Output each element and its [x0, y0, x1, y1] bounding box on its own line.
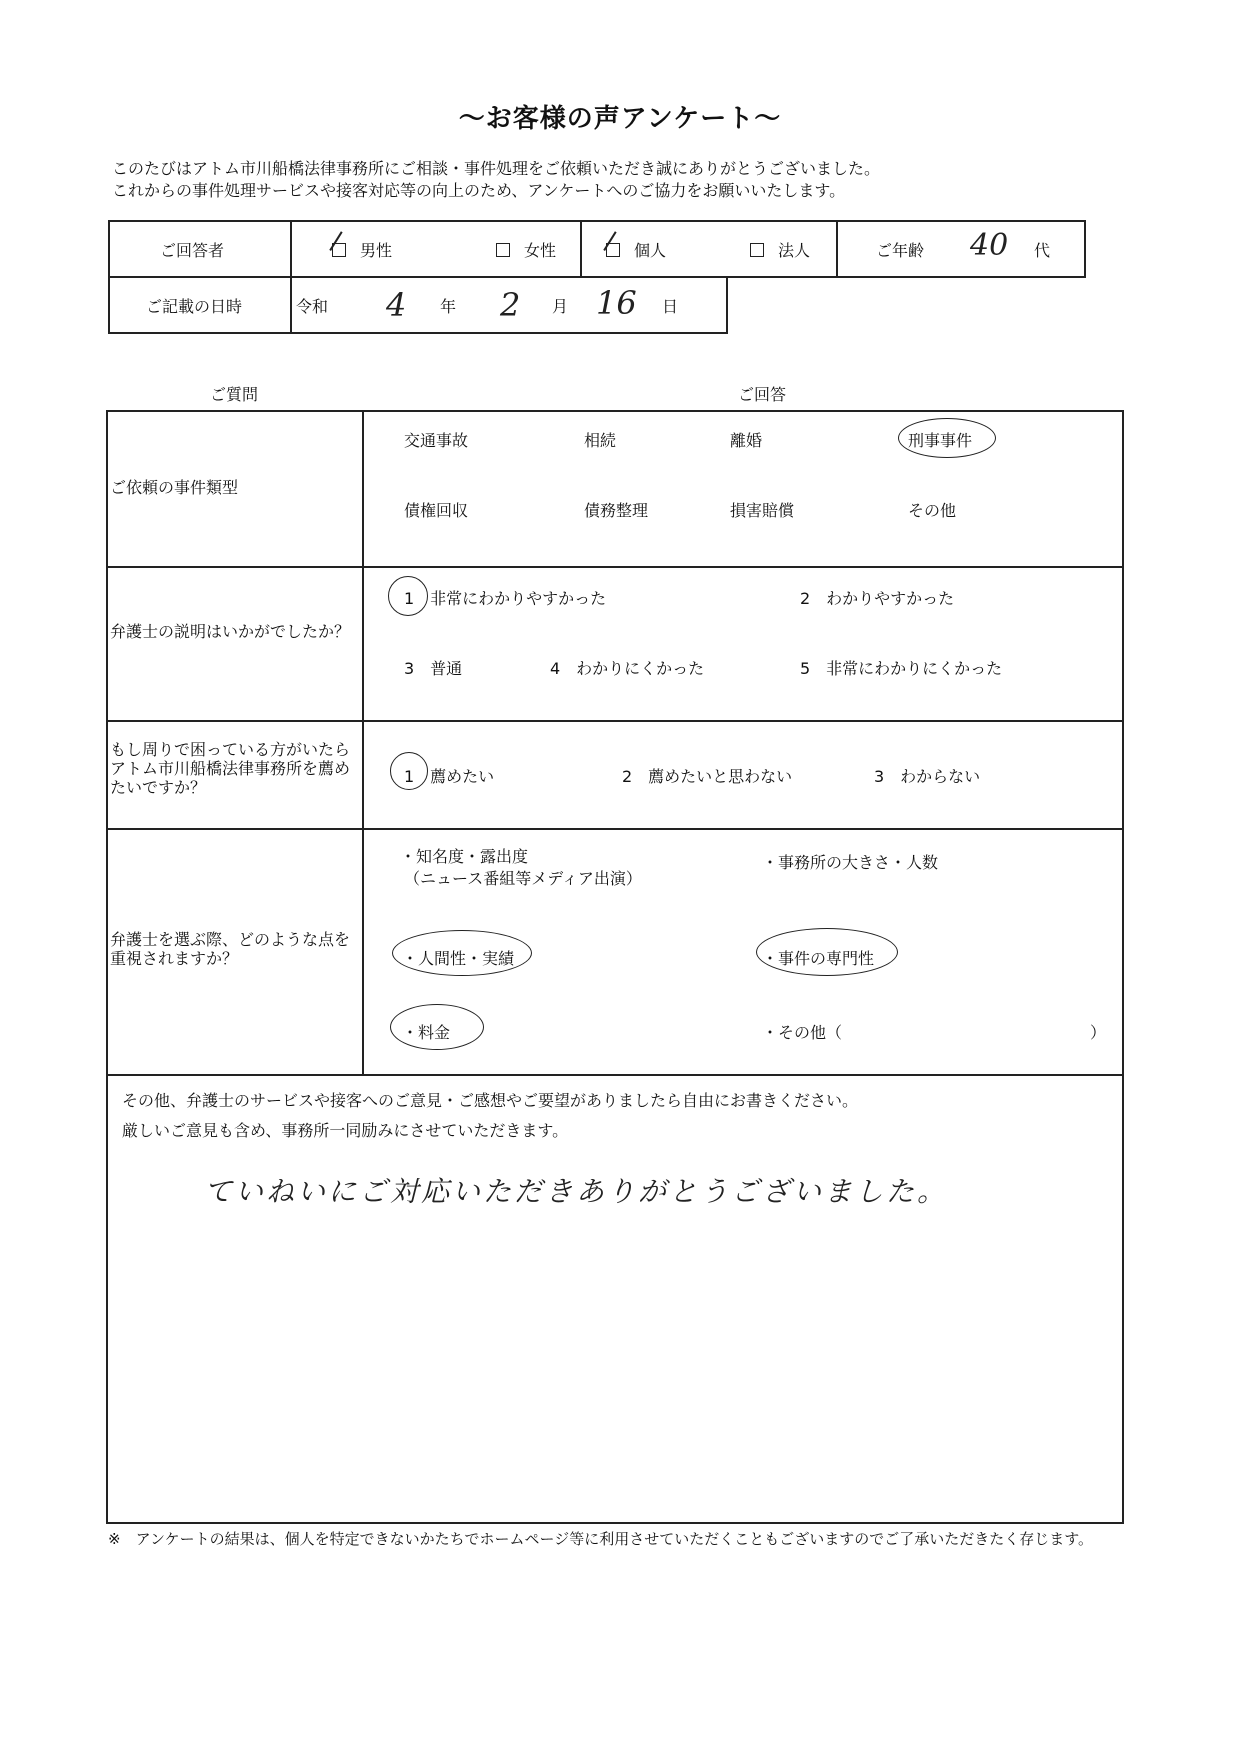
date-era: 令和	[296, 297, 329, 316]
comment-prompt-1: その他、弁護士のサービスや接客へのご意見・ご感想やご要望がありましたら自由にお書きください。	[122, 1091, 859, 1110]
option-criminal-case[interactable]: 刑事事件	[908, 431, 973, 450]
option-other-priority[interactable]: ・その他（	[762, 1023, 843, 1042]
option-character[interactable]: ・人間性・実績	[402, 949, 515, 968]
question-explanation: 弁護士の説明はいかがでしたか？	[110, 622, 351, 641]
option-debt-collection[interactable]: 債権回収	[404, 501, 469, 520]
option-recommend-yes[interactable]: 1 薦めたい	[404, 767, 495, 786]
answer-header: ご回答	[738, 385, 787, 404]
option-recommend-unsure[interactable]: 3 わからない	[874, 767, 981, 786]
option-office-size[interactable]: ・事務所の大きさ・人数	[762, 853, 939, 872]
selected-circle-mark	[388, 576, 428, 616]
question-case-type: ご依頼の事件類型	[110, 478, 239, 497]
checkbox-male-box[interactable]	[332, 243, 346, 257]
option-very-easy[interactable]: 1 非常にわかりやすかった	[404, 589, 607, 608]
date-day[interactable]: 16	[596, 284, 637, 322]
intro-line-1: このたびはアトム市川船橋法律事務所にご相談・事件処理をご依頼いただき誠にありがとうございました。	[112, 159, 881, 178]
selected-circle-mark	[756, 928, 898, 976]
checkbox-corporate[interactable]: 法人	[750, 238, 810, 261]
selected-circle-mark	[390, 1004, 484, 1050]
date-month[interactable]: 2	[500, 286, 521, 324]
option-fame[interactable]: ・知名度・露出度	[400, 847, 529, 866]
checkbox-individual[interactable]: 個人	[606, 238, 666, 261]
date-year-unit: 年	[440, 297, 457, 316]
selected-circle-mark	[390, 752, 428, 790]
comment-prompt-2: 厳しいご意見も含め、事務所一同励みにさせていただきます。	[122, 1121, 569, 1140]
respondent-label: ご回答者	[160, 241, 225, 260]
question-priority: 弁護士を選ぶ際、どのような点を重視されますか？	[110, 930, 351, 968]
checkbox-female-box[interactable]	[496, 243, 510, 257]
question-recommend: もし周りで困っている方がいたらアトム市川船橋法律事務所を薦めたいですか？	[110, 740, 351, 797]
page-title: ～お客様の声アンケート～	[458, 104, 782, 134]
selected-circle-mark	[898, 418, 996, 458]
age-label: ご年齢	[876, 241, 925, 260]
option-debt-restructuring[interactable]: 債務整理	[584, 501, 649, 520]
option-easy[interactable]: 2 わかりやすかった	[800, 589, 955, 608]
option-very-hard[interactable]: 5 非常にわかりにくかった	[800, 659, 1003, 678]
checkbox-male[interactable]: 男性	[332, 238, 392, 261]
date-day-unit: 日	[662, 297, 679, 316]
option-traffic-accident[interactable]: 交通事故	[404, 431, 469, 450]
question-header: ご質問	[210, 385, 259, 404]
option-other-close: ）	[1090, 1023, 1107, 1042]
option-other[interactable]: その他	[908, 501, 957, 520]
selected-circle-mark	[392, 930, 532, 976]
date-label: ご記載の日時	[146, 297, 243, 316]
checkbox-individual-box[interactable]	[606, 243, 620, 257]
date-month-unit: 月	[552, 297, 569, 316]
intro-line-2: これからの事件処理サービスや接客対応等の向上のため、アンケートへのご協力をお願いいたします。	[112, 181, 846, 200]
option-fee[interactable]: ・料金	[402, 1023, 451, 1042]
option-inheritance[interactable]: 相続	[584, 431, 617, 450]
option-fame-note: （ニュース番組等メディア出演）	[404, 869, 642, 888]
respondent-row	[108, 220, 1086, 278]
option-divorce[interactable]: 離婚	[730, 431, 763, 450]
option-expertise[interactable]: ・事件の専門性	[762, 949, 875, 968]
checkbox-female[interactable]: 女性	[496, 238, 556, 261]
age-value[interactable]: 40	[970, 228, 1009, 263]
checkbox-corporate-box[interactable]	[750, 243, 764, 257]
option-damages[interactable]: 損害賠償	[730, 501, 795, 520]
option-hard[interactable]: 4 わかりにくかった	[550, 659, 705, 678]
comment-answer[interactable]: ていねいにご対応いただきありがとうございました。	[204, 1175, 949, 1208]
footnote: ※ アンケートの結果は、個人を特定できないかたちでホームページ等に利用させていただくこともございますのでご了承いただきたく存じます。	[108, 1530, 1094, 1548]
date-year[interactable]: 4	[386, 286, 407, 324]
option-normal[interactable]: 3 普通	[404, 659, 463, 678]
age-suffix: 代	[1034, 241, 1051, 260]
option-recommend-no[interactable]: 2 薦めたいと思わない	[622, 767, 793, 786]
